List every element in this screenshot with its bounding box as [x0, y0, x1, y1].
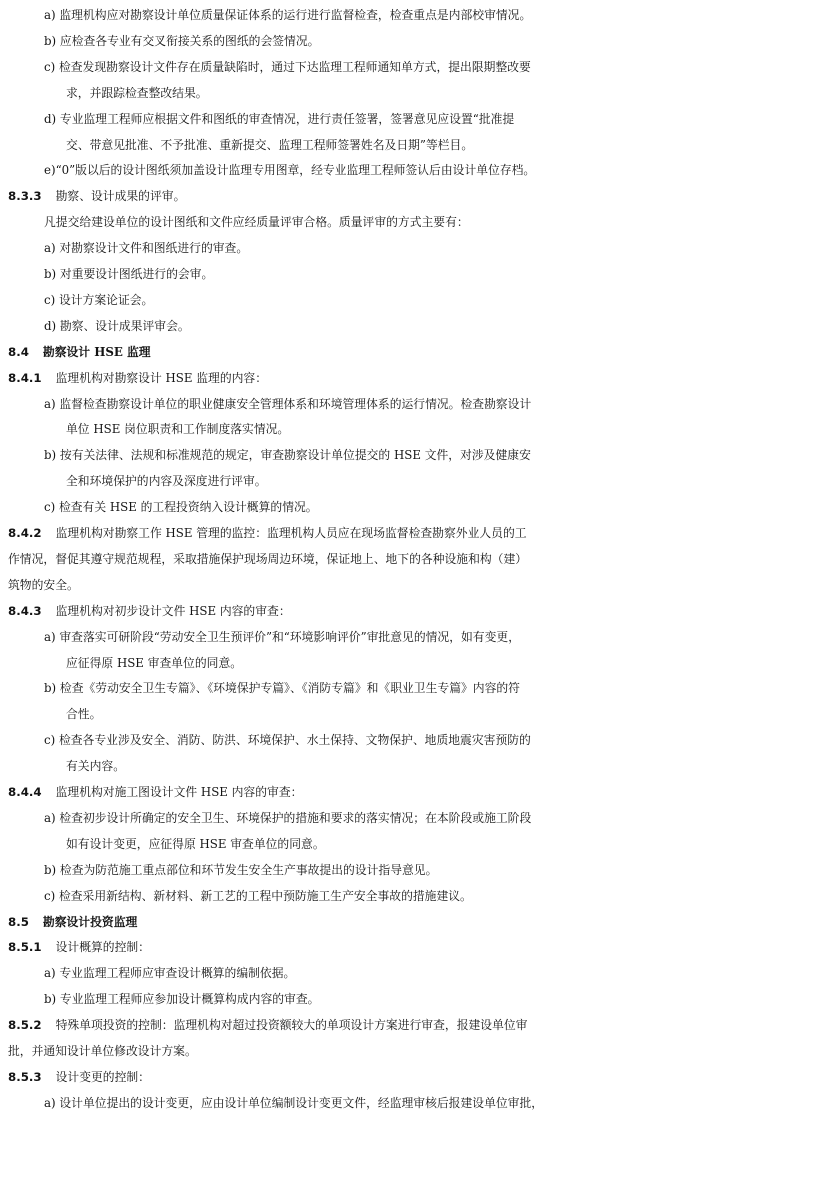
list-item: [0, 288, 828, 312]
list-item-continuation: [0, 832, 828, 856]
line-text: b) 检查为防范施工重点部位和环节发生安全生产事故提出的设计指导意见。: [44, 862, 438, 877]
clause-text: [0, 184, 828, 208]
clause-number: 8.5: [8, 914, 29, 929]
list-item: [0, 728, 828, 752]
clause-text: [0, 1065, 828, 1089]
line-text: 监理机构对施工图设计文件 HSE 内容的审查：: [55, 785, 303, 799]
list-item: [0, 107, 828, 131]
list-item: [0, 987, 828, 1011]
line-text: e)“0”版以后的设计图纸须加盖设计监理专用图章，经专业监理工程师签认后由设计单位存档。: [44, 163, 536, 178]
line-text: d) 专业监理工程师应根据文件和图纸的审查情况，进行责任签署，签署意见应设置“批准提: [44, 111, 515, 126]
line-text: c) 检查各专业涉及安全、消防、防洪、环境保护、水土保持、文物保护、地质地震灾害预防的: [44, 733, 531, 748]
line-text: c) 设计方案论证会。: [44, 292, 154, 307]
clause-number: 8.4.1: [8, 370, 42, 385]
clause-text: [0, 780, 828, 804]
section-heading: [0, 340, 828, 364]
clause-number: 8.5.3: [8, 1069, 42, 1084]
list-item: [0, 1091, 828, 1115]
clause-number: 8.4: [8, 344, 29, 359]
line-text: b) 按有关法律、法规和标准规范的规定，审查勘察设计单位提交的 HSE 文件，对涉及健康安: [44, 448, 531, 463]
list-item: [0, 806, 828, 830]
line-text: 如有设计变更，应征得原 HSE 审查单位的同意。: [66, 836, 325, 851]
list-item: [0, 3, 828, 27]
line-text: 筑物的安全。: [8, 577, 79, 592]
list-item: [0, 158, 828, 182]
line-text: 有关内容。: [66, 759, 125, 774]
line-text: 交、带意见批准、不予批准、重新提交、监理工程师签署姓名及日期”等栏目。: [66, 137, 474, 152]
clause-text: [0, 521, 828, 545]
list-item: [0, 392, 828, 416]
line-text: b) 专业监理工程师应参加设计概算构成内容的审查。: [44, 992, 320, 1007]
line-text: a) 专业监理工程师应审查设计概算的编制依据。: [44, 966, 296, 981]
line-text: a) 检查初步设计所确定的安全卫生、环境保护的措施和要求的落实情况；在本阶段或施工阶段: [44, 810, 532, 825]
clause-number: 8.4.4: [8, 785, 42, 799]
list-item: [0, 858, 828, 882]
line-text: b) 应检查各专业有交叉衔接关系的图纸的会签情况。: [44, 33, 320, 48]
line-text: 监理机构对初步设计文件 HSE 内容的审查：: [55, 603, 291, 618]
clause-number: 8.5.1: [8, 940, 42, 955]
list-item: [0, 314, 828, 338]
line-text: a) 监理机构应对勘察设计单位质量保证体系的运行进行监督检查，检查重点是内部校审情况。: [44, 8, 532, 22]
list-item: [0, 495, 828, 519]
line-text: a) 对勘察设计文件和图纸进行的审查。: [44, 241, 249, 256]
section-heading: [0, 910, 828, 934]
line-text: 监理机构对勘察设计 HSE 监理的内容：: [55, 370, 268, 385]
line-text: 批，并通知设计单位修改设计方案。: [8, 1044, 197, 1058]
list-item: [0, 884, 828, 908]
clause-text: [0, 1013, 828, 1037]
list-item-continuation: [0, 133, 828, 157]
list-item: [0, 29, 828, 53]
line-text: a) 监督检查勘察设计单位的职业健康安全管理体系和环境管理体系的运行情况。检查勘察设计: [44, 396, 532, 411]
line-text: 单位 HSE 岗位职责和工作制度落实情况。: [66, 422, 290, 437]
line-text: c) 检查发现勘察设计文件存在质量缺陷时，通过下达监理工程师通知单方式，提出限期整改要: [44, 59, 531, 74]
list-item-continuation: [0, 651, 828, 675]
line-text: b) 检查《劳动安全卫生专篇》、《环境保护专篇》、《消防专篇》和《职业卫生专篇》内容的符: [44, 681, 520, 696]
clause-text: [0, 1039, 828, 1063]
line-text: 设计变更的控制：: [55, 1069, 150, 1084]
line-text: 监理机构对勘察工作 HSE 管理的监控：监理机构人员应在现场监督检查勘察外业人员的工: [55, 526, 527, 540]
list-item: [0, 236, 828, 260]
clause-number: 8.4.2: [8, 526, 42, 540]
list-item: [0, 625, 828, 649]
list-item-continuation: [0, 81, 828, 105]
clause-number: 8.5.2: [8, 1018, 42, 1033]
list-item-continuation: [0, 417, 828, 441]
line-text: a) 设计单位提出的设计变更，应由设计单位编制设计变更文件，经监理审核后报建设单位审批，: [44, 1095, 544, 1110]
list-item: [0, 262, 828, 286]
clause-text: [0, 573, 828, 597]
line-text: 勘察、设计成果的评审。: [55, 189, 186, 204]
list-item: [0, 55, 828, 79]
line-text: 特殊单项投资的控制：监理机构对超过投资额较大的单项设计方案进行审查，报建设单位审: [55, 1018, 528, 1033]
line-text: 合性。: [66, 707, 102, 722]
line-text: c) 检查有关 HSE 的工程投资纳入设计概算的情况。: [44, 500, 318, 515]
list-item: [0, 676, 828, 700]
list-item: [0, 961, 828, 985]
line-text: 全和环境保护的内容及深度进行评审。: [66, 474, 267, 489]
line-text: 凡提交给建设单位的设计图纸和文件应经质量评审合格。质量评审的方式主要有：: [44, 215, 469, 230]
line-text: 作情况，督促其遵守规范规程，采取措施保护现场周边环境，保证地上、地下的各种设施和构（建）: [8, 551, 528, 566]
clause-text: [0, 547, 828, 571]
clause-text: [0, 366, 828, 390]
body-text: [0, 210, 828, 234]
list-item-continuation: [0, 754, 828, 778]
clause-text: [0, 599, 828, 623]
clause-number: 8.3.3: [8, 189, 42, 204]
clause-text: [0, 935, 828, 959]
list-item-continuation: [0, 702, 828, 726]
clause-number: 8.4.3: [8, 603, 42, 618]
line-text: a) 审查落实可研阶段“劳动安全卫生预评价”和“环境影响评价”审批意见的情况，如有变更，: [44, 629, 520, 644]
line-text: 设计概算的控制：: [55, 940, 150, 955]
list-item: [0, 443, 828, 467]
line-text: 应征得原 HSE 审查单位的同意。: [66, 655, 243, 670]
list-item-continuation: [0, 469, 828, 493]
line-text: c) 检查采用新结构、新材料、新工艺的工程中预防施工生产安全事故的措施建议。: [44, 888, 472, 903]
line-text: 求，并跟踪检查整改结果。: [66, 85, 208, 100]
line-text: d) 勘察、设计成果评审会。: [44, 318, 190, 333]
line-text: b) 对重要设计图纸进行的会审。: [44, 267, 214, 281]
line-text: 勘察设计 HSE 监理: [42, 344, 151, 359]
line-text: 勘察设计投资监理: [42, 914, 138, 929]
